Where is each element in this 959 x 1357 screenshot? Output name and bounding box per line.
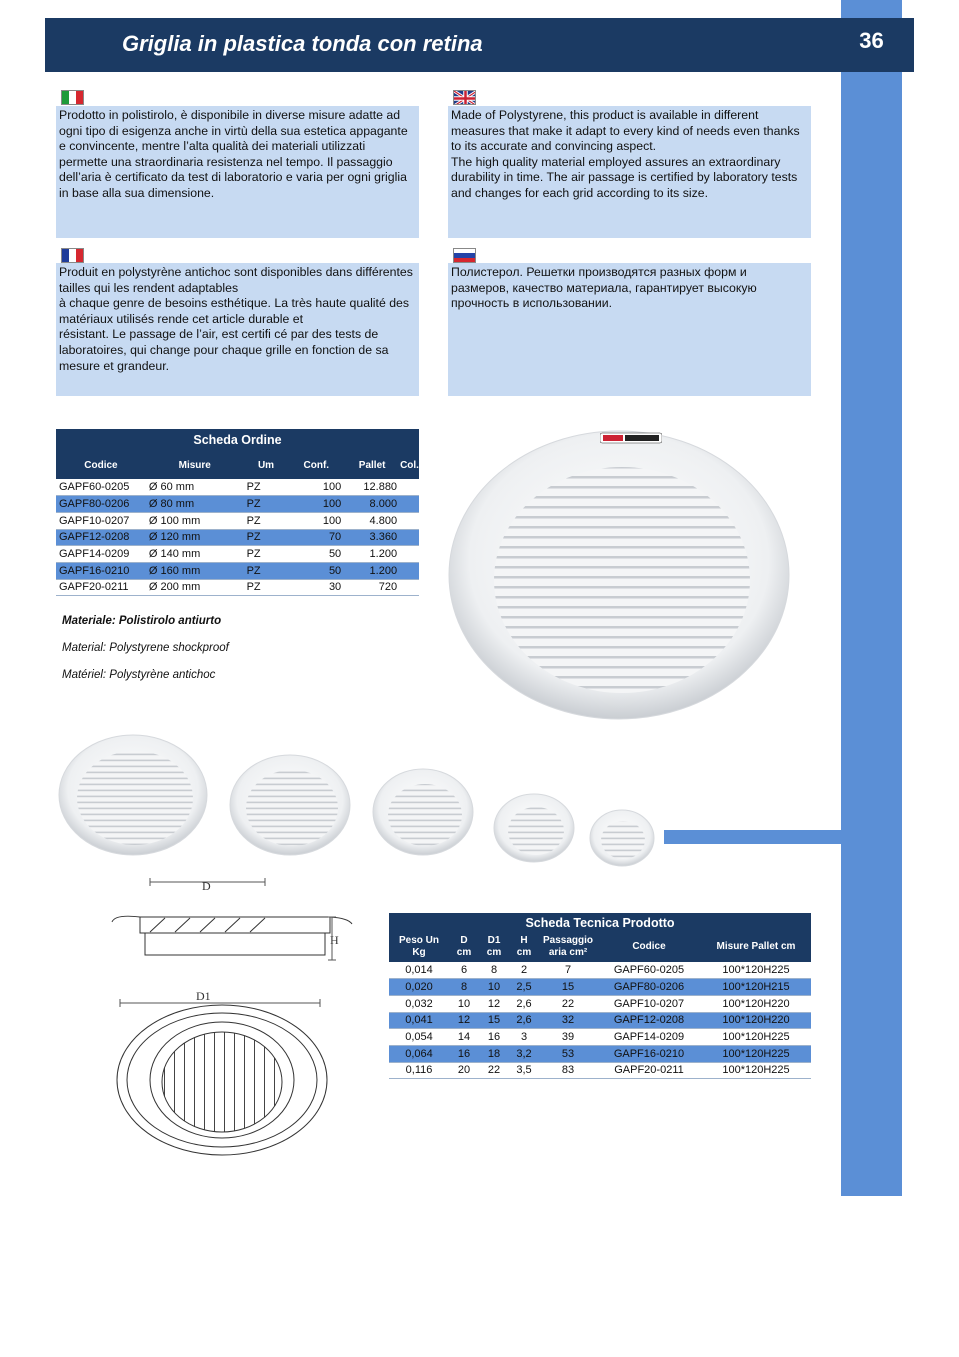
technical-table [389,913,811,1079]
tech-header-line: Peso Un [398,935,439,946]
tech-cell: 3,5 [509,1062,539,1079]
order-cell: Ø 160 mm [146,562,244,579]
tech-cell: 3 [509,1029,539,1046]
tech-cell: 100*120H220 [701,995,811,1012]
order-header-pallet: Pallet [344,451,400,479]
diagram-label-h: H [330,933,339,947]
order-cell: 720 [344,579,400,596]
order-cell: PZ [244,479,289,496]
table-row [389,962,811,979]
table-row [389,979,811,996]
order-cell: 100 [288,496,344,513]
diagram-label-d: D [202,879,211,893]
tech-cell: GAPF80-0206 [597,979,701,996]
order-header-conf: Conf. [288,451,344,479]
order-cell: 100 [288,512,344,529]
tech-cell: 12 [449,1012,479,1029]
tech-cell: 0,064 [389,1045,449,1062]
order-cell: Ø 80 mm [146,496,244,513]
order-cell: Ø 60 mm [146,479,244,496]
tech-header-unit: cm [456,947,472,958]
tech-cell: GAPF14-0209 [597,1029,701,1046]
order-cell: GAPF60-0205 [56,479,146,496]
material-italian: Materiale: Polistirolo antiurto [62,615,222,627]
order-cell: GAPF14-0209 [56,546,146,563]
tech-cell: GAPF60-0205 [597,962,701,979]
tech-cell: 22 [479,1062,509,1079]
tech-cell: 100*120H225 [701,962,811,979]
tech-cell: 0,032 [389,995,449,1012]
order-cell: 3.360 [344,529,400,546]
tech-cell: 10 [449,995,479,1012]
order-cell: 100 [288,479,344,496]
tech-header-peso [389,932,449,962]
order-header-misure: Misure [146,451,244,479]
tech-cell: 0,116 [389,1062,449,1079]
tech-cell: 100*120H215 [701,979,811,996]
order-cell: PZ [244,529,289,546]
tech-cell: 15 [479,1012,509,1029]
page-title: Griglia in plastica tonda con retina [122,31,483,56]
tech-cell: 16 [449,1045,479,1062]
accent-strip [664,830,902,844]
tech-cell: 39 [539,1029,597,1046]
tech-cell: 8 [449,979,479,996]
tech-cell: 0,041 [389,1012,449,1029]
tech-header-unit: aria cm² [548,947,588,958]
tech-cell: 18 [479,1045,509,1062]
tech-header-line: Codice [632,941,666,952]
tech-cell: 3,2 [509,1045,539,1062]
order-cell: 30 [288,579,344,596]
tech-cell: 0,014 [389,962,449,979]
page-number: 36 [859,28,884,53]
tech-cell: 2,5 [509,979,539,996]
order-cell: PZ [244,496,289,513]
tech-cell: 0,054 [389,1029,449,1046]
tech-cell: 100*120H220 [701,1012,811,1029]
table-row [389,1045,811,1062]
description-french-text-3: résistant. Le passage de l’air, est certifi cé par des tests de laboratoires, qui change pour chaque grille en fonction de sa mesure et grandeur. [59,327,389,373]
material-english: Material: Polystyrene shockproof [62,642,229,654]
tech-cell: 32 [539,1012,597,1029]
brand-logo [600,431,662,445]
description-italian-text: Prodotto in polistirolo, è disponibile in diverse misure adatte ad ogni tipo di esigenza anche in virtù della sua estetica appagante e convincente, mentre l’alta qualità dei materiali utilizzati permette una straordinaria resistenza nel tempo. Il passaggio dell’aria è certificato da test di laboratorio e varia per ogni griglia in base alla sua dimensione. [59,108,408,200]
description-english-text-2: The high quality material employed assures an extraordinary durability in time. The air passage is certified by laboratory tests and changes for each grid according to its size. [451,154,798,200]
tech-header-misure-pallet [701,932,811,962]
tech-cell: 100*120H225 [701,1029,811,1046]
tech-header-h [509,932,539,962]
tech-header-line: Misure Pallet cm [716,941,796,952]
order-cell: GAPF10-0207 [56,512,146,529]
grille-images-row [59,735,654,866]
table-row [389,995,811,1012]
tech-cell: GAPF16-0210 [597,1045,701,1062]
tech-header-unit: cm [516,947,532,958]
tech-cell: 2,6 [509,995,539,1012]
material-french: Matériel: Polystyrène antichoc [62,669,216,681]
side-view-diagram [112,878,352,960]
order-cell: 1.200 [344,546,400,563]
tech-cell: 22 [539,995,597,1012]
tech-header-unit: Kg [412,947,426,958]
tech-header-passaggio [539,932,597,962]
tech-cell: GAPF12-0208 [597,1012,701,1029]
technical-table-caption: Scheda Tecnica Prodotto [389,913,811,932]
tech-header-line: D [460,935,468,946]
tech-cell: 2,6 [509,1012,539,1029]
tech-cell: 10 [479,979,509,996]
tech-header-d1 [479,932,509,962]
order-cell: Ø 100 mm [146,512,244,529]
tech-cell: 100*120H225 [701,1062,811,1079]
description-french-text-1: Produit en polystyrène antichoc sont disponibles dans différentes tailles qui les rendent adaptables [59,265,413,295]
tech-header-line: Passaggio [542,935,594,946]
description-french-text-2: à chaque genre de besoins esthétique. La très haute qualité des matériaux utilisés rende cet article durable et [59,296,410,326]
order-cell: 70 [288,529,344,546]
order-header-col: Col. [400,451,419,479]
order-cell: 50 [288,546,344,563]
order-cell: PZ [244,546,289,563]
order-cell: GAPF80-0206 [56,496,146,513]
order-cell: 1.200 [344,562,400,579]
order-cell: GAPF16-0210 [56,562,146,579]
tech-header-line: H [520,935,528,946]
tech-cell: 12 [479,995,509,1012]
order-cell: PZ [244,512,289,529]
order-header-codice: Codice [56,451,146,479]
order-cell: Ø 200 mm [146,579,244,596]
order-cell: Ø 140 mm [146,546,244,563]
tech-cell: 7 [539,962,597,979]
tech-cell: GAPF10-0207 [597,995,701,1012]
tech-cell: 15 [539,979,597,996]
tech-cell: 2 [509,962,539,979]
tech-header-line: D1 [487,935,501,946]
order-cell: 12.880 [344,479,400,496]
tech-cell: 53 [539,1045,597,1062]
order-cell: 4.800 [344,512,400,529]
tech-cell: 100*120H225 [701,1045,811,1062]
large-grille-image [449,431,789,719]
tech-cell: 6 [449,962,479,979]
tech-cell: 0,020 [389,979,449,996]
tech-cell: 16 [479,1029,509,1046]
order-cell: PZ [244,562,289,579]
tech-cell: 83 [539,1062,597,1079]
table-row [389,1029,811,1046]
tech-cell: 8 [479,962,509,979]
tech-header-d [449,932,479,962]
description-russian-text: Полистерол. Решетки производятся разных форм и размеров, качество материала, гарантирует высокую прочность в использовании. [451,265,757,311]
order-cell: GAPF20-0211 [56,579,146,596]
diagram-label-d1: D1 [196,989,211,1003]
description-english-text-1: Made of Polystyrene, this product is available in different measures that make it adapt to every kind of needs even thanks to its accurate and convincing aspect. [451,108,800,154]
order-header-um: Um [244,451,289,479]
table-row [389,1062,811,1079]
tech-cell: 14 [449,1029,479,1046]
tech-cell: 20 [449,1062,479,1079]
order-table-caption: Scheda Ordine [56,429,419,451]
table-row [389,1012,811,1029]
tech-header-codice [597,932,701,962]
top-view-diagram [117,999,327,1155]
tech-header-unit: cm [486,947,502,958]
order-cell: Ø 120 mm [146,529,244,546]
tech-cell: GAPF20-0211 [597,1062,701,1079]
order-cell: PZ [244,579,289,596]
order-cell: 8.000 [344,496,400,513]
order-cell: GAPF12-0208 [56,529,146,546]
order-cell: 50 [288,562,344,579]
